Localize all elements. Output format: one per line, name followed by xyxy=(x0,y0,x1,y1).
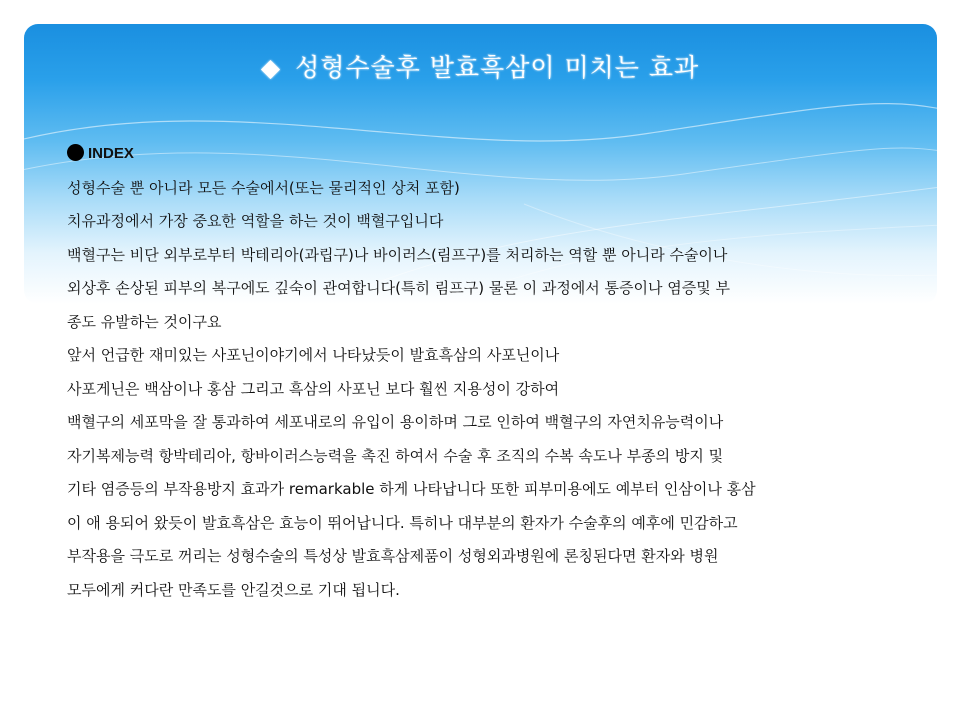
body-line: 사포게닌은 백삼이나 홍삼 그리고 흑삼의 사포닌 보다 훨씬 지용성이 강하여 xyxy=(67,379,560,398)
diamond-icon: ◆ xyxy=(260,53,282,82)
body-line: 이 애 용되어 왔듯이 발효흑삼은 효능이 뛰어납니다. 특히나 대부분의 환자가 수술후의 예후에 민감하고 xyxy=(67,513,738,532)
body-line: 모두에게 커다란 만족도를 안길것으로 기대 됩니다. xyxy=(67,580,400,599)
filled-circle-icon xyxy=(67,144,84,161)
body-line: 백혈구의 세포막을 잘 통과하여 세포내로의 유입이 용이하며 그로 인하여 백혈구의 자연치유능력이나 xyxy=(67,413,724,431)
body-line: 백혈구는 비단 외부로부터 박테리아(과립구)나 바이러스(림프구)를 처리하는 역할 뿐 아니라 수술이나 xyxy=(67,245,728,264)
body-line: 부작용을 극도로 꺼리는 성형수술의 특성상 발효흑삼제품이 성형외과병원에 론칭된다면 환자와 병원 xyxy=(67,547,719,565)
slide-title-text: 성형수술후 발효흑삼이 미치는 효과 xyxy=(295,53,700,82)
slide-body xyxy=(67,142,927,611)
body-line: 기타 염증등의 부작용방지 효과가 remarkable 하게 나타납니다 또한 피부미용에도 예부터 인삼이나 홍삼 xyxy=(67,480,756,498)
body-line: 종도 유발하는 것이구요 xyxy=(67,312,222,331)
body-line: 외상후 손상된 피부의 복구에도 깊숙이 관여합니다(특히 림프구) 물론 이 과정에서 통증이나 염증및 부 xyxy=(67,279,731,297)
body-line: 치유과정에서 가장 중요한 역할을 하는 것이 백혈구입니다 xyxy=(67,212,444,230)
slide-title xyxy=(0,48,960,84)
index-heading xyxy=(67,142,927,176)
body-line: 자기복제능력 항박테리아, 항바이러스능력을 촉진 하여서 수술 후 조직의 수복 속도나 부종의 방지 및 xyxy=(67,446,724,465)
body-line: 성형수술 뿐 아니라 모든 수술에서(또는 물리적인 상처 포함) xyxy=(67,178,460,197)
index-label: INDEX xyxy=(88,145,134,162)
body-line: 앞서 언급한 재미있는 사포닌이야기에서 나타났듯이 발효흑삼의 사포닌이나 xyxy=(67,346,560,364)
